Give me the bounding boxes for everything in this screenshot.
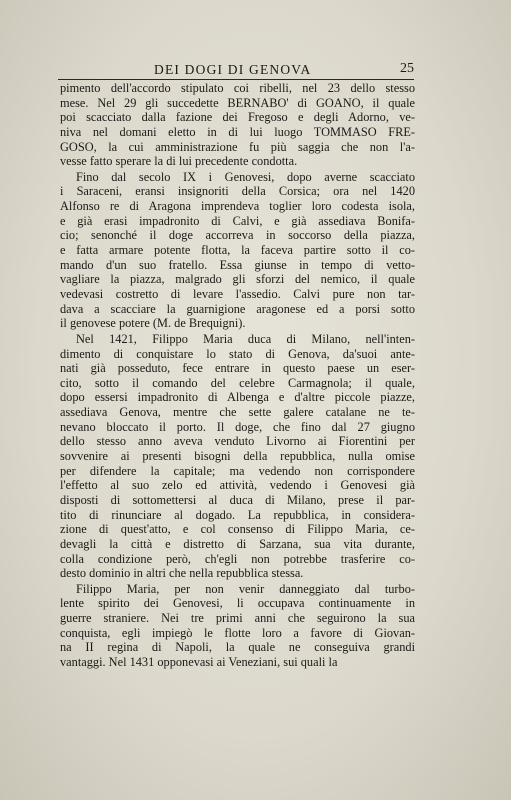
text-line: dopo essersi impadronito di Albenga e d'altre piccole piazze, [60,390,415,405]
text-line: e fatta armare potente flotta, la faceva partire sotto il co- [60,243,415,258]
header-rule [58,79,414,80]
body-text [60,81,415,670]
text-line: assediava Genova, mentre che sette galere catalane ne te- [60,405,415,420]
text-line: disposti di sottomettersi al duca di Milano, prese il par- [60,492,415,507]
text-line: nati già posseduto, fece entrare in questo paese un eser- [60,361,415,376]
text-line: poi scacciato dalla fazione dei Fregoso e degli Adorno, ve- [60,110,415,125]
text-line: vedevasi costretto di levare l'assedio. Calvi pure non tar- [60,286,415,301]
text-line: mando d'un suo fratello. Essa giunse in tempo di vetto- [60,257,415,272]
text-line: Alfonso re di Aragona imprendeva toglier loro codesta isola, [60,199,415,214]
running-title: DEI DOGI DI GENOVA [154,62,312,77]
text-line: guerre straniere. Nei tre primi anni che seguirono la sua [60,611,415,626]
text-line: sovvenire ai presenti bisogni della repubblica, nulla omise [60,449,415,464]
text-line: devagli la città e distretto di Sarzana, sua vita durante, [60,536,415,551]
page-number: 25 [400,61,414,76]
text-line: dimento di conquistare lo stato di Genova, da'suoi ante- [60,346,415,361]
text-line: Fino dal secolo IX i Genovesi, dopo averne scacciato [76,169,415,184]
text-line: colla condizione però, ch'egli non potrebbe trasferire co- [60,551,415,566]
text-line: GOSO, la cui amministrazione fu più saggia che non l'a- [60,139,415,154]
text-line: mese. Nel 29 gli succedette BERNABO' di GOANO, il quale [60,95,415,110]
text-line: Nel 1421, Filippo Maria duca di Milano, nell'inten- [76,331,415,346]
text-line: l'effetto al suo zelo ed attività, vedendo i Genovesi già [60,478,415,493]
text-line: zione di quest'atto, e col consenso di Filippo Maria, ce- [60,522,415,537]
text-line: dello stesso anno aveva venduto Livorno ai Fiorentini per [60,434,415,449]
text-line: tito di rinunciare al dogado. La repubblica, in considera- [60,507,415,522]
text-line: nevano bloccato il porto. Il doge, che fino dal 27 giugno [60,419,415,434]
text-line: na II regina di Napoli, la quale ne conseguiva grandi [60,640,415,655]
text-line: vagliare la piazza, malgrado gli sforzi del nemico, il quale [60,272,415,287]
text-line: per difendere la capitale; ma vedendo non corrispondere [60,463,415,478]
text-line: cio; senonché il doge accorreva in soccorso della piazza, [60,228,415,243]
text-line: Filippo Maria, per non venir danneggiato dal turbo- [76,581,415,596]
text-line: cito, sotto il comando del celebre Carmagnola; il quale, [60,375,415,390]
text-line: vantaggi. Nel 1431 opponevasi ai Veneziani, sui quali la [60,654,338,669]
text-line: vesse fatto sperare la di lui precedente condotta. [60,154,298,169]
paragraph [60,332,415,581]
text-line: e già erasi impadronito di Calvi, e già assediava Bonifa- [60,213,415,228]
text-line: conquista, egli impiegò le flotte loro a favore di Giovan- [60,625,415,640]
paragraph [60,81,415,169]
text-line: dava a scacciare la guarnigione aragonese ed a porsi sotto [60,301,415,316]
text-line: niva nel domani eletto in di lui luogo TOMMASO FRE- [60,124,415,139]
page-header [58,62,414,78]
text-line: i Saraceni, eransi insignoriti della Corsica; ora nel 1420 [60,184,415,199]
text-line: lente spirito dei Genovesi, li occupava continuamente in [60,596,415,611]
text-line: il genovese potere (M. de Brequigni). [60,316,246,331]
paragraph [60,170,415,331]
text-line: pimento dell'accordo stipulato coi ribelli, nel 23 dello stesso [60,81,415,95]
paragraph [60,582,415,670]
text-line: desto dominio in altri che nella repubblica stessa. [60,566,304,581]
